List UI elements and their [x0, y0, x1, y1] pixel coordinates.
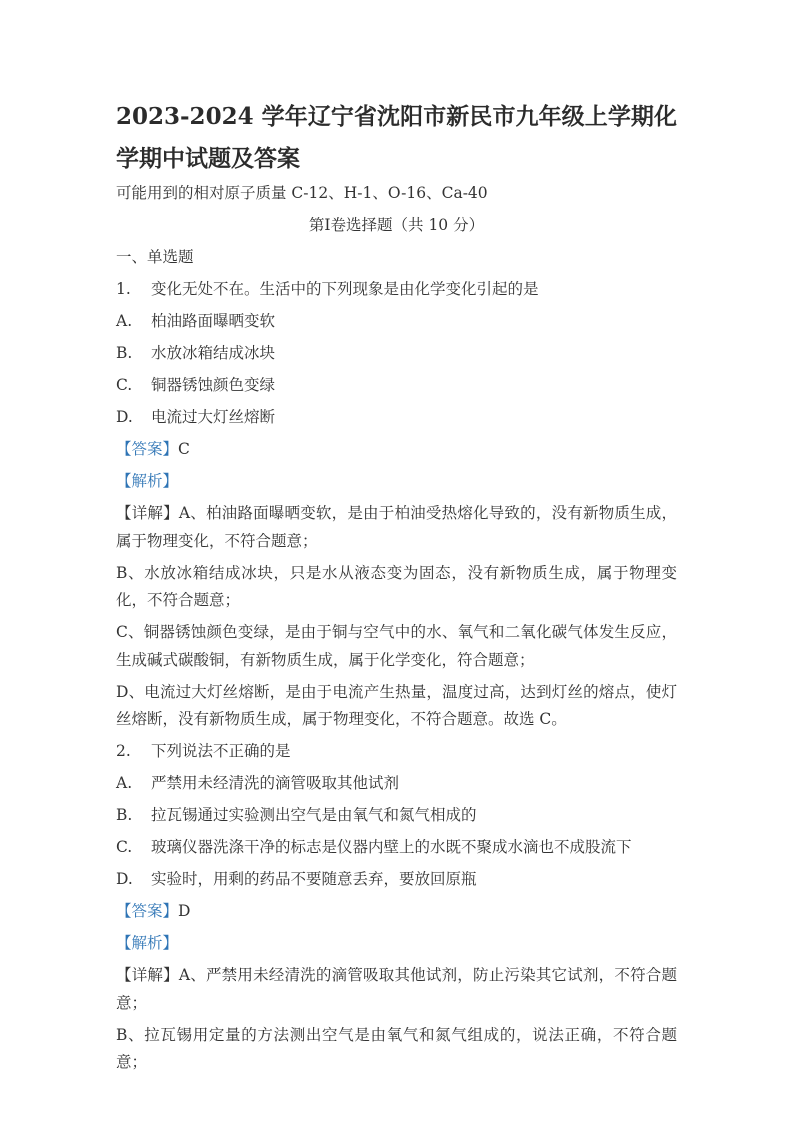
option-b-text: 拉瓦锡通过实验测出空气是由氧气和氮气相成的: [151, 806, 477, 824]
option-d-label: D.: [116, 870, 133, 888]
question-2-option-a: [116, 770, 677, 798]
question-1-option-c: [116, 372, 677, 400]
question-1-option-b: [116, 340, 677, 368]
subsection-header: 一、单选题: [116, 248, 194, 266]
question-1-explanation-c: C、铜器锈蚀颜色变绿，是由于铜与空气中的水、氧气和二氧化碳气体发生反应，生成碱式碳酸铜，有新物质生成，属于化学变化，符合题意；: [116, 623, 677, 669]
question-2-option-b: [116, 802, 677, 830]
option-d-text: 电流过大灯丝熔断: [151, 408, 276, 426]
question-1-option-a: [116, 308, 677, 336]
option-c-text: 玻璃仪器洗涤干净的标志是仪器内壁上的水既不聚成水滴也不成股流下: [151, 838, 632, 856]
option-a-label: A.: [116, 312, 133, 330]
question-2-option-c: [116, 834, 677, 862]
question-1-explanation-d: D、电流过大灯丝熔断，是由于电流产生热量，温度过高，达到灯丝的熔点，使灯丝熔断，没有新物质生成，属于物理变化，不符合题意。故选 C。: [116, 682, 677, 728]
section-header: 第Ⅰ卷选择题（共 10 分）: [308, 216, 485, 234]
atomic-mass-note: 可能用到的相对原子质量 C-12、H-1、O-16、Ca-40: [116, 184, 488, 202]
question-block-2: [116, 738, 677, 1077]
answer-label: 【答案】: [116, 902, 179, 920]
question-1-analysis-label: 【解析】: [116, 472, 179, 490]
question-1-number: 1.: [116, 280, 131, 298]
option-b-label: B.: [116, 806, 133, 824]
document-content: [116, 96, 677, 1081]
question-1-answer-line: [116, 436, 677, 464]
option-b-label: B.: [116, 344, 133, 362]
question-2-stem: [116, 738, 677, 766]
question-2-stem-text: 下列说法不正确的是: [151, 742, 291, 760]
question-1-explanation-a: 【详解】A、柏油路面曝晒变软，是由于柏油受热熔化导致的，没有新物质生成，属于物理变化，不符合题意；: [116, 504, 677, 550]
document-title: 2023-2024 学年辽宁省沈阳市新民市九年级上学期化学期中试题及答案: [116, 103, 677, 172]
question-1-stem: [116, 276, 677, 304]
option-a-text: 柏油路面曝晒变软: [151, 312, 276, 330]
question-2-option-d: [116, 866, 677, 894]
option-a-text: 严禁用未经清洗的滴管吸取其他试剂: [151, 774, 400, 792]
question-1-explanation-b: B、水放冰箱结成冰块，只是水从液态变为固态，没有新物质生成，属于物理变化，不符合题意；: [116, 563, 677, 609]
option-c-label: C.: [116, 838, 133, 856]
answer-value: C: [178, 440, 190, 458]
option-c-label: C.: [116, 376, 133, 394]
answer-label: 【答案】: [116, 440, 179, 458]
question-2-analysis-label: 【解析】: [116, 934, 179, 952]
question-block-1: [116, 276, 677, 734]
answer-value: D: [178, 902, 191, 920]
question-2-number: 2.: [116, 742, 131, 760]
question-2-answer-line: [116, 898, 677, 926]
question-1-option-d: [116, 404, 677, 432]
option-d-text: 实验时，用剩的药品不要随意丢弃，要放回原瓶: [151, 870, 477, 888]
option-d-label: D.: [116, 408, 133, 426]
option-c-text: 铜器锈蚀颜色变绿: [151, 376, 276, 394]
question-2-explanation-b: B、拉瓦锡用定量的方法测出空气是由氧气和氮气组成的，说法正确，不符合题意；: [116, 1025, 677, 1071]
option-b-text: 水放冰箱结成冰块: [151, 344, 276, 362]
question-2-explanation-a: 【详解】A、严禁用未经清洗的滴管吸取其他试剂，防止污染其它试剂，不符合题意；: [116, 966, 677, 1012]
question-1-stem-text: 变化无处不在。生活中的下列现象是由化学变化引起的是: [151, 280, 539, 298]
option-a-label: A.: [116, 774, 133, 792]
